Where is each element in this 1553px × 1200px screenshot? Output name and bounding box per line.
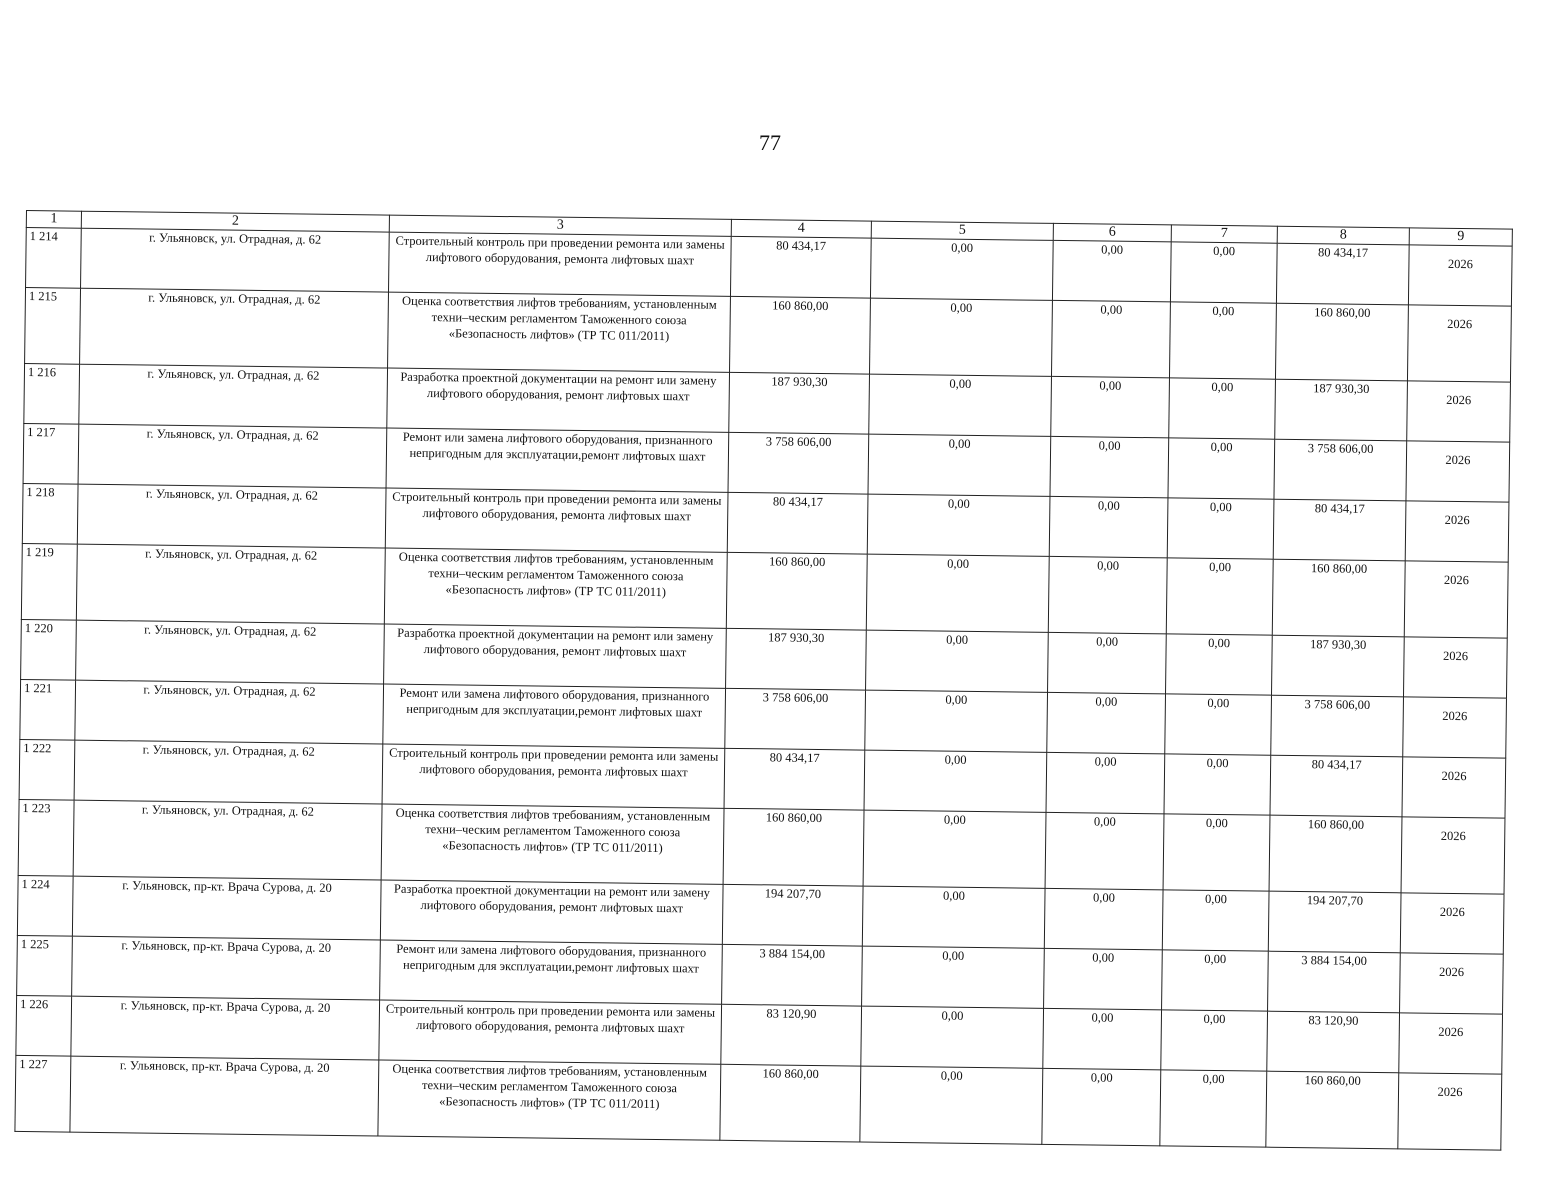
amount-cell: 0,00 xyxy=(1046,752,1165,813)
total-cost-cell: 160 860,00 xyxy=(730,296,871,374)
row-number: 1 223 xyxy=(18,799,74,876)
amount-cell: 0,00 xyxy=(1162,890,1269,951)
header-cell: 7 xyxy=(1171,225,1277,243)
header-cell: 1 xyxy=(26,211,81,229)
amount-cell: 0,00 xyxy=(862,946,1045,1008)
amount-cell: 80 434,17 xyxy=(1270,755,1403,817)
amount-cell: 160 860,00 xyxy=(1275,303,1408,381)
works-table xyxy=(14,210,1512,1151)
row-number: 1 214 xyxy=(26,228,82,289)
year-cell: 2026 xyxy=(1405,501,1509,562)
work-type-cell: Ремонт или замена лифтового оборудования, признанного непригодным для эксплуатации,ремонт лифтовых шахт xyxy=(386,428,729,492)
address-cell: г. Ульяновск, ул. Отрадная, д. 62 xyxy=(76,544,385,624)
year-cell: 2026 xyxy=(1402,757,1506,818)
address-cell: г. Ульяновск, ул. Отрадная, д. 62 xyxy=(74,740,383,804)
amount-cell: 80 434,17 xyxy=(1273,499,1406,561)
header-cell: 6 xyxy=(1053,223,1171,241)
address-cell: г. Ульяновск, пр-кт. Врача Сурова, д. 20 xyxy=(72,876,381,940)
amount-cell: 0,00 xyxy=(1042,1068,1161,1145)
total-cost-cell: 83 120,90 xyxy=(721,1004,862,1066)
total-cost-cell: 160 860,00 xyxy=(726,552,867,630)
amount-cell: 3 758 606,00 xyxy=(1271,695,1404,757)
row-number: 1 219 xyxy=(21,543,77,620)
address-cell: г. Ульяновск, ул. Отрадная, д. 62 xyxy=(81,228,390,292)
amount-cell: 0,00 xyxy=(863,810,1046,888)
row-number: 1 218 xyxy=(22,483,78,544)
address-cell: г. Ульяновск, ул. Отрадная, д. 62 xyxy=(79,364,388,428)
amount-cell: 0,00 xyxy=(870,298,1053,376)
header-cell: 8 xyxy=(1277,226,1409,245)
amount-cell: 160 860,00 xyxy=(1272,559,1405,637)
work-type-cell: Разработка проектной документации на ремонт или замену лифтового оборудования, ремонт лифтовых шахт xyxy=(384,624,727,688)
amount-cell: 187 930,30 xyxy=(1272,635,1405,697)
amount-cell: 3 758 606,00 xyxy=(1274,439,1407,501)
amount-cell: 0,00 xyxy=(861,1006,1044,1068)
amount-cell: 0,00 xyxy=(1167,498,1274,559)
header-cell: 3 xyxy=(389,215,731,236)
total-cost-cell: 3 884 154,00 xyxy=(722,944,863,1006)
address-cell: г. Ульяновск, ул. Отрадная, д. 62 xyxy=(78,424,387,488)
total-cost-cell: 187 930,30 xyxy=(729,372,870,434)
year-cell: 2026 xyxy=(1407,381,1511,442)
total-cost-cell: 3 758 606,00 xyxy=(728,432,869,494)
amount-cell: 187 930,30 xyxy=(1275,379,1408,441)
address-cell: г. Ульяновск, пр-кт. Врача Сурова, д. 20 xyxy=(72,936,381,1000)
year-cell: 2026 xyxy=(1406,441,1510,502)
amount-cell: 83 120,90 xyxy=(1267,1011,1400,1073)
address-cell: г. Ульяновск, ул. Отрадная, д. 62 xyxy=(75,680,384,744)
amount-cell: 0,00 xyxy=(870,238,1053,300)
amount-cell: 0,00 xyxy=(1044,888,1163,949)
header-cell: 2 xyxy=(81,211,389,232)
amount-cell: 0,00 xyxy=(860,1066,1043,1144)
header-cell: 9 xyxy=(1409,228,1512,246)
total-cost-cell: 160 860,00 xyxy=(720,1064,861,1142)
address-cell: г. Ульяновск, ул. Отрадная, д. 62 xyxy=(80,288,389,368)
amount-cell: 0,00 xyxy=(1169,378,1276,439)
work-type-cell: Строительный контроль при проведении ремонта или замены лифтового оборудования, ремонта лифтовых шахт xyxy=(385,488,728,552)
row-number: 1 227 xyxy=(15,1055,71,1132)
work-type-cell: Ремонт или замена лифтового оборудования, признанного непригодным для эксплуатации,ремонт лифтовых шахт xyxy=(380,940,723,1004)
amount-cell: 0,00 xyxy=(866,554,1049,632)
amount-cell: 160 860,00 xyxy=(1266,1071,1399,1149)
address-cell: г. Ульяновск, ул. Отрадная, д. 62 xyxy=(76,620,385,684)
amount-cell: 0,00 xyxy=(1048,632,1167,693)
amount-cell: 0,00 xyxy=(1160,1070,1267,1147)
amount-cell: 0,00 xyxy=(1161,1010,1268,1071)
year-cell: 2026 xyxy=(1407,305,1511,382)
work-type-cell: Разработка проектной документации на ремонт или замену лифтового оборудования, ремонт лифтовых шахт xyxy=(387,368,730,432)
row-number: 1 217 xyxy=(23,423,79,484)
work-type-cell: Строительный контроль при проведении ремонта или замены лифтового оборудования, ремонта лифтовых шахт xyxy=(382,744,725,808)
total-cost-cell: 80 434,17 xyxy=(730,236,871,298)
amount-cell: 0,00 xyxy=(1162,950,1269,1011)
amount-cell: 0,00 xyxy=(1052,240,1171,301)
year-cell: 2026 xyxy=(1398,1073,1502,1150)
amount-cell: 0,00 xyxy=(866,630,1049,692)
row-number: 1 224 xyxy=(17,875,73,936)
amount-cell: 0,00 xyxy=(1045,812,1164,889)
amount-cell: 0,00 xyxy=(868,434,1051,496)
work-type-cell: Оценка соответствия лифтов требованиям, установленным техни–ческим регламентом Таможенного союза «Безопасность лифтов» (ТР ТС 011/2011) xyxy=(381,804,724,884)
amount-cell: 0,00 xyxy=(1048,556,1167,633)
amount-cell: 0,00 xyxy=(1163,814,1270,891)
amount-cell: 0,00 xyxy=(1164,754,1271,815)
amount-cell: 0,00 xyxy=(869,374,1052,436)
header-cell: 5 xyxy=(871,221,1053,240)
amount-cell: 0,00 xyxy=(1051,300,1170,377)
row-number: 1 222 xyxy=(19,739,75,800)
amount-cell: 0,00 xyxy=(865,690,1048,752)
address-cell: г. Ульяновск, ул. Отрадная, д. 62 xyxy=(73,800,382,880)
amount-cell: 0,00 xyxy=(1165,694,1272,755)
address-cell: г. Ульяновск, ул. Отрадная, д. 62 xyxy=(77,484,386,548)
work-type-cell: Ремонт или замена лифтового оборудования, признанного непригодным для эксплуатации,ремонт лифтовых шахт xyxy=(383,684,726,748)
amount-cell: 0,00 xyxy=(1051,376,1170,437)
amount-cell: 3 884 154,00 xyxy=(1268,951,1401,1013)
total-cost-cell: 187 930,30 xyxy=(726,628,867,690)
year-cell: 2026 xyxy=(1404,561,1508,638)
amount-cell: 160 860,00 xyxy=(1269,815,1402,893)
address-cell: г. Ульяновск, пр-кт. Врача Сурова, д. 20 xyxy=(71,996,380,1060)
amount-cell: 80 434,17 xyxy=(1276,243,1409,305)
row-number: 1 225 xyxy=(17,935,73,996)
work-type-cell: Строительный контроль при проведении ремонта или замены лифтового оборудования, ремонта лифтовых шахт xyxy=(388,232,731,296)
amount-cell: 0,00 xyxy=(1047,692,1166,753)
year-cell: 2026 xyxy=(1399,1013,1503,1074)
amount-cell: 0,00 xyxy=(862,886,1045,948)
total-cost-cell: 80 434,17 xyxy=(727,492,868,554)
page-number: 77 xyxy=(759,130,781,155)
amount-cell: 0,00 xyxy=(867,494,1050,556)
total-cost-cell: 3 758 606,00 xyxy=(725,688,866,750)
work-type-cell: Оценка соответствия лифтов требованиям, установленным техни–ческим регламентом Таможенного союза «Безопасность лифтов» (ТР ТС 011/2011) xyxy=(388,292,731,372)
amount-cell: 0,00 xyxy=(1169,302,1276,379)
work-type-cell: Строительный контроль при проведении ремонта или замены лифтового оборудования, ремонта лифтовых шахт xyxy=(379,1000,722,1064)
year-cell: 2026 xyxy=(1403,637,1507,698)
amount-cell: 0,00 xyxy=(1044,948,1163,1009)
total-cost-cell: 80 434,17 xyxy=(724,748,865,810)
amount-cell: 0,00 xyxy=(1168,438,1275,499)
year-cell: 2026 xyxy=(1401,817,1505,894)
year-cell: 2026 xyxy=(1400,893,1504,954)
amount-cell: 0,00 xyxy=(1049,496,1168,557)
work-type-cell: Оценка соответствия лифтов требованиям, установленным техни–ческим регламентом Таможенного союза «Безопасность лифтов» (ТР ТС 011/2011) xyxy=(378,1060,721,1140)
year-cell: 2026 xyxy=(1403,697,1507,758)
amount-cell: 0,00 xyxy=(1043,1008,1162,1069)
amount-cell: 0,00 xyxy=(1050,436,1169,497)
year-cell: 2026 xyxy=(1400,953,1504,1014)
amount-cell: 0,00 xyxy=(1166,558,1273,635)
header-cell: 4 xyxy=(731,219,871,238)
work-type-cell: Разработка проектной документации на ремонт или замену лифтового оборудования, ремонт лифтовых шахт xyxy=(380,880,723,944)
row-number: 1 220 xyxy=(21,619,77,680)
row-number: 1 221 xyxy=(20,679,76,740)
year-cell: 2026 xyxy=(1408,245,1512,306)
amount-cell: 0,00 xyxy=(1166,634,1273,695)
row-number: 1 226 xyxy=(16,995,72,1056)
row-number: 1 216 xyxy=(24,363,80,424)
amount-cell: 0,00 xyxy=(1170,242,1277,303)
amount-cell: 194 207,70 xyxy=(1268,891,1401,953)
address-cell: г. Ульяновск, пр-кт. Врача Сурова, д. 20 xyxy=(70,1056,379,1136)
row-number: 1 215 xyxy=(25,288,81,365)
amount-cell: 0,00 xyxy=(864,750,1047,812)
total-cost-cell: 194 207,70 xyxy=(722,884,863,946)
work-type-cell: Оценка соответствия лифтов требованиям, установленным техни–ческим регламентом Таможенного союза «Безопасность лифтов» (ТР ТС 011/2011) xyxy=(384,548,727,628)
total-cost-cell: 160 860,00 xyxy=(723,808,864,886)
